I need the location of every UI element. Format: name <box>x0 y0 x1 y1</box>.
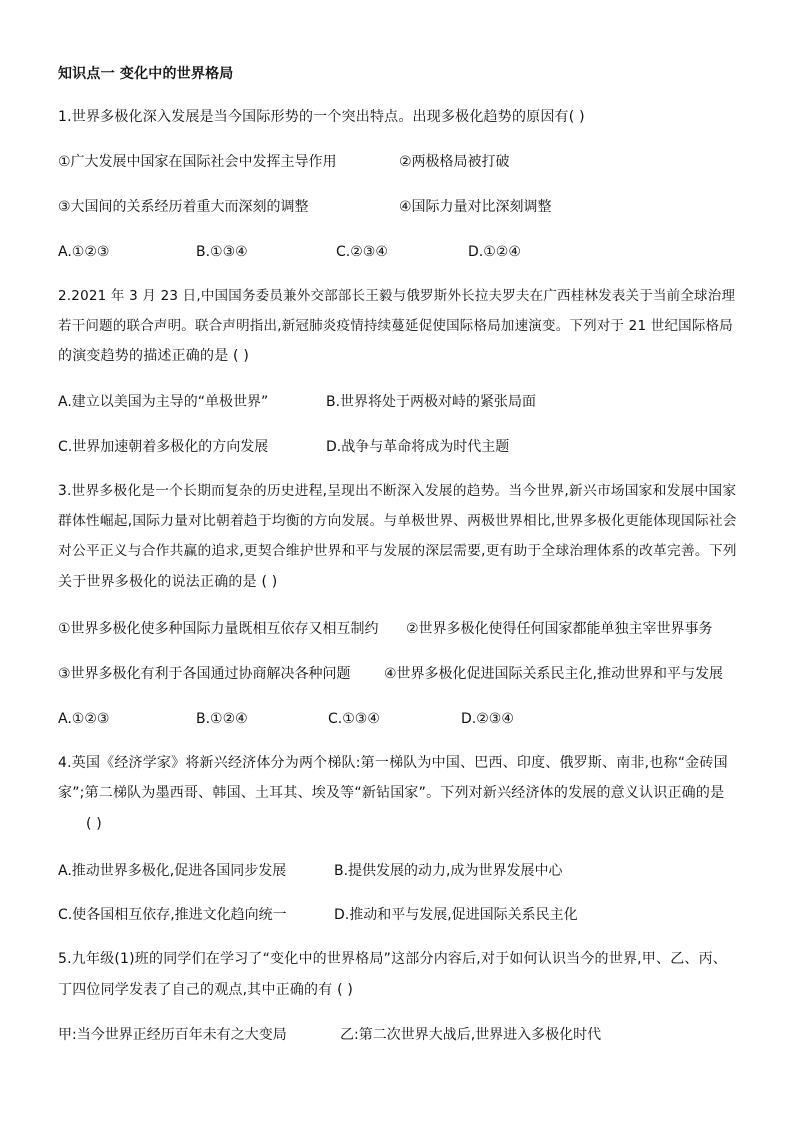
q1-item-1: ①广大发展中国家在国际社会中发挥主导作用 <box>58 154 337 170</box>
q1-items-row-1 <box>58 151 740 173</box>
q3-items-row-2 <box>58 663 740 685</box>
q3-item-1: ①世界多极化使多种国际力量既相互依存又相互制约 <box>58 621 379 637</box>
q5-stem-line-1: 5.九年级(1)班的同学们在学习了“变化中的世界格局”这部分内容后,对于如何认识当今的世界,甲、乙、丙、 <box>58 951 727 967</box>
q1-option-c: C.②③④ <box>336 244 388 260</box>
q4-option-c: C.使各国相互依存,推进文化趋向统一 <box>58 907 287 923</box>
q5-stem-line-2: 丁四位同学发表了自己的观点,其中正确的有 ( ) <box>58 982 354 998</box>
q1-option-b: B.①③④ <box>196 244 248 260</box>
q3-item-4: ④世界多极化促进国际关系民主化,推动世界和平与发展 <box>384 666 723 682</box>
q5-item-jia: 甲:当今世界正经历百年未有之大变局 <box>58 1027 287 1043</box>
q3-stem-line-2: 群体性崛起,国际力量对比朝着趋于均衡的方向发展。与单极世界、两极世界相比,世界多极化更能体现国际社会 <box>58 513 737 529</box>
q3-stem-line-3: 对公平正义与合作共赢的追求,更契合维护世界和平与发展的深层需要,更有助于全球治理体系的改革完善。下列 <box>58 543 737 559</box>
q2-option-d: D.战争与革命将成为时代主题 <box>326 439 510 455</box>
q3-option-c: C.①③④ <box>328 711 380 727</box>
q1-stem: 1.世界多极化深入发展是当今国际形势的一个突出特点。出现多极化趋势的原因有( ) <box>58 109 585 125</box>
q1-option-d: D.①②④ <box>468 244 521 260</box>
q1-option-a: A.①②③ <box>58 244 110 260</box>
q4-stem-line-1: 4.英国《经济学家》将新兴经济体分为两个梯队:第一梯队为中国、巴西、印度、俄罗斯、南非,也称“金砖国 <box>58 755 728 771</box>
q3-stem-line-1: 3.世界多极化是一个长期而复杂的历史进程,呈现出不断深入发展的趋势。当今世界,新兴市场国家和发展中国家 <box>58 483 737 499</box>
q4-option-d: D.推动和平与发展,促进国际关系民主化 <box>334 907 578 923</box>
q4-stem-line-2: 家”;第二梯队为墨西哥、韩国、土耳其、埃及等“新钻国家”。下列对新兴经济体的发展的意义认识正确的是 <box>58 785 725 801</box>
q4-option-b: B.提供发展的动力,成为世界发展中心 <box>334 863 563 879</box>
q3-option-d: D.②③④ <box>461 711 514 727</box>
q2-stem-line-2: 若干问题的联合声明。联合声明指出,新冠肺炎疫情持续蔓延促使国际格局加速演变。下列对于 21 世纪国际格局 <box>58 318 733 334</box>
q2-stem-line-1: 2.2021 年 3 月 23 日,中国国务委员兼外交部部长王毅与俄罗斯外长拉夫罗夫在广西桂林发表关于当前全球治理 <box>58 288 736 304</box>
q3-item-2: ②世界多极化使得任何国家都能单独主宰世界事务 <box>406 621 713 637</box>
q2-option-c: C.世界加速朝着多极化的方向发展 <box>58 439 269 455</box>
q5-item-yi: 乙:第二次世界大战后,世界进入多极化时代 <box>340 1027 602 1043</box>
q3-item-3: ③世界多极化有利于各国通过协商解决各种问题 <box>58 666 351 682</box>
q3-stem-line-4: 关于世界多极化的说法正确的是 ( ) <box>58 574 278 590</box>
q1-item-3: ③大国间的关系经历着重大而深刻的调整 <box>58 199 309 215</box>
q3-option-a: A.①②③ <box>58 711 110 727</box>
q5-items-row-1 <box>58 1024 740 1046</box>
q2-options-row-2 <box>58 436 740 458</box>
q1-item-2: ②两极格局被打破 <box>399 154 510 170</box>
q4-stem-line-3: ( ) <box>86 816 102 832</box>
q4-options-row-1 <box>58 860 740 882</box>
q2-stem-line-3: 的演变趋势的描述正确的是 ( ) <box>58 348 250 364</box>
q4-options-row-2 <box>58 904 740 926</box>
q2-option-b: B.世界将处于两极对峙的紧张局面 <box>326 394 537 410</box>
section-heading: 知识点一 变化中的世界格局 <box>58 66 234 82</box>
q1-items-row-2 <box>58 196 740 218</box>
q1-item-4: ④国际力量对比深刻调整 <box>399 199 552 215</box>
q2-options-row-1 <box>58 391 740 413</box>
q3-option-b: B.①②④ <box>196 711 248 727</box>
q1-options <box>58 241 740 263</box>
q4-option-a: A.推动世界多极化,促进各国同步发展 <box>58 863 287 879</box>
q3-items-row-1 <box>58 618 740 640</box>
q3-options <box>58 708 740 730</box>
q2-option-a: A.建立以美国为主导的“单极世界” <box>58 394 269 410</box>
